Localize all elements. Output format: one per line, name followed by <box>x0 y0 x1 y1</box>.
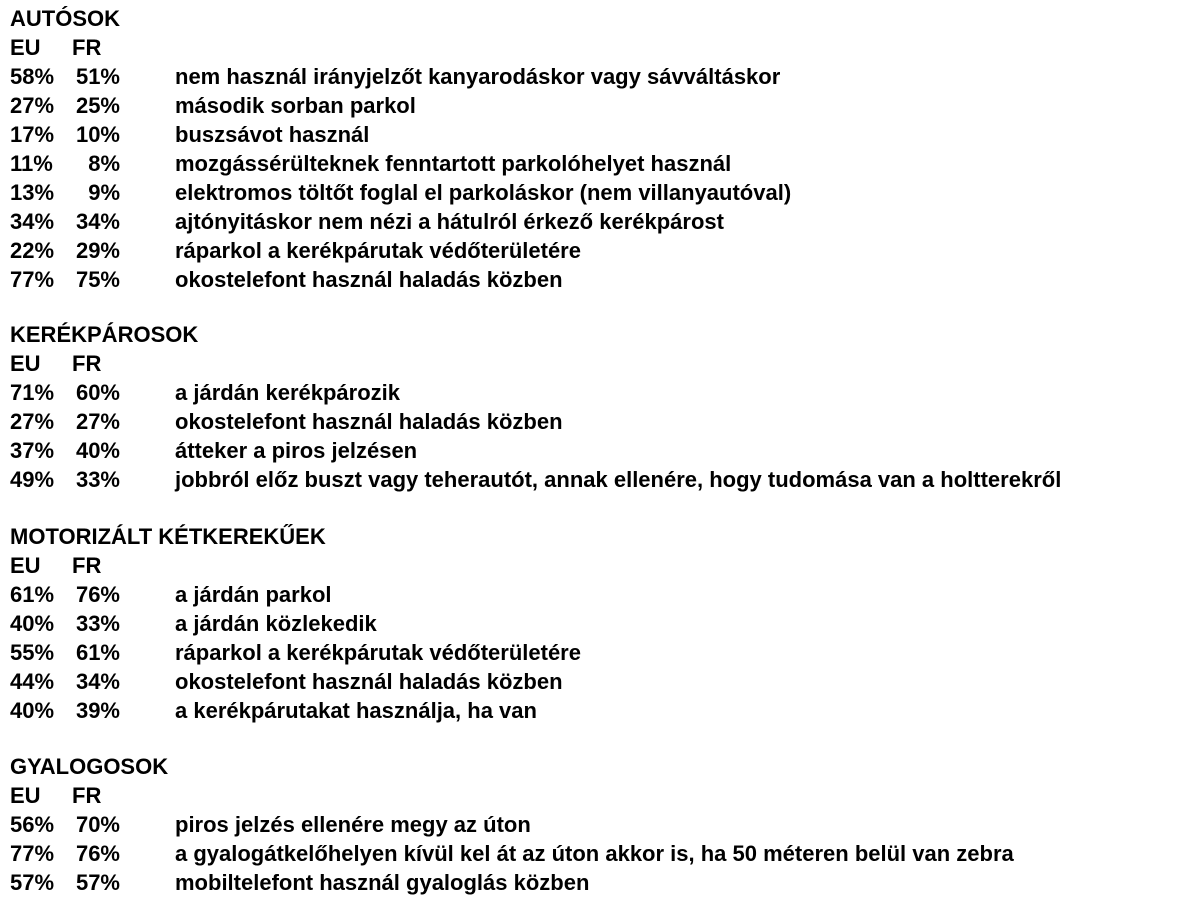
eu-value: 17% <box>10 122 55 147</box>
fr-value: 60% <box>75 380 120 405</box>
table-row <box>10 839 1014 868</box>
behavior-description: átteker a piros jelzésen <box>175 438 418 463</box>
column-header-eu: EU <box>10 35 41 60</box>
fr-value: 34% <box>75 669 120 694</box>
column-header-row <box>10 349 1061 378</box>
eu-value: 55% <box>10 640 55 665</box>
table-row <box>10 149 791 178</box>
fr-value: 76% <box>75 841 120 866</box>
fr-value: 33% <box>75 611 120 636</box>
fr-value: 33% <box>75 467 120 492</box>
behavior-description: ráparkol a kerékpárutak védőterületére <box>175 238 581 263</box>
behavior-description: a járdán parkol <box>175 582 332 607</box>
table-row <box>10 609 581 638</box>
fr-value: 51% <box>75 64 120 89</box>
eu-value: 37% <box>10 438 55 463</box>
fr-value: 25% <box>75 93 120 118</box>
eu-value: 57% <box>10 870 55 895</box>
eu-value: 27% <box>10 409 55 434</box>
column-header-fr: FR <box>72 783 102 808</box>
eu-value: 34% <box>10 209 55 234</box>
table-row <box>10 868 1014 897</box>
fr-value: 29% <box>75 238 120 263</box>
column-header-fr: FR <box>72 553 102 578</box>
behavior-description: okostelefont használ haladás közben <box>175 267 563 292</box>
eu-value: 11% <box>10 151 53 176</box>
fr-value: 39% <box>75 698 120 723</box>
fr-value: 75% <box>75 267 120 292</box>
column-header-eu: EU <box>10 783 41 808</box>
eu-value: 61% <box>10 582 55 607</box>
eu-value: 27% <box>10 93 55 118</box>
behavior-description: a gyalogátkelőhelyen kívül kel át az úton akkor is, ha 50 méteren belül van zebra <box>175 841 1014 866</box>
table-row <box>10 120 791 149</box>
table-row <box>10 696 581 725</box>
eu-value: 13% <box>10 180 55 205</box>
behavior-description: okostelefont használ haladás közben <box>175 409 563 434</box>
section <box>10 752 1014 897</box>
section-title: KERÉKPÁROSOK <box>10 322 199 347</box>
fr-value: 10% <box>75 122 120 147</box>
table-row <box>10 378 1061 407</box>
section-title: GYALOGOSOK <box>10 754 169 779</box>
fr-value: 8% <box>88 151 120 176</box>
table-row <box>10 91 791 120</box>
eu-value: 40% <box>10 611 55 636</box>
behavior-description: elektromos töltőt foglal el parkoláskor (nem villanyautóval) <box>175 180 792 205</box>
eu-value: 44% <box>10 669 55 694</box>
behavior-description: nem használ irányjelzőt kanyarodáskor vagy sávváltáskor <box>175 64 781 89</box>
behavior-description: a járdán közlekedik <box>175 611 377 636</box>
column-header-row <box>10 781 1014 810</box>
section <box>10 4 791 294</box>
fr-value: 34% <box>75 209 120 234</box>
fr-value: 9% <box>88 180 120 205</box>
section <box>10 320 1061 494</box>
eu-value: 71% <box>10 380 55 405</box>
eu-value: 77% <box>10 267 55 292</box>
fr-value: 61% <box>75 640 120 665</box>
table-row <box>10 207 791 236</box>
eu-value: 77% <box>10 841 55 866</box>
behavior-description: jobbról előz buszt vagy teherautót, annak ellenére, hogy tudomása van a holtterekről <box>175 467 1062 492</box>
table-row <box>10 407 1061 436</box>
behavior-description: a kerékpárutakat használja, ha van <box>175 698 537 723</box>
behavior-description: második sorban parkol <box>175 93 416 118</box>
table-row <box>10 265 791 294</box>
fr-value: 70% <box>75 812 120 837</box>
fr-value: 40% <box>75 438 120 463</box>
table-row <box>10 580 581 609</box>
table-row <box>10 667 581 696</box>
behavior-description: ajtónyitáskor nem nézi a hátulról érkező kerékpárost <box>175 209 724 234</box>
table-row <box>10 465 1061 494</box>
section-title: AUTÓSOK <box>10 6 120 31</box>
fr-value: 76% <box>75 582 120 607</box>
behavior-description: buszsávot használ <box>175 122 370 147</box>
eu-value: 22% <box>10 238 55 263</box>
fr-value: 57% <box>75 870 120 895</box>
eu-value: 56% <box>10 812 55 837</box>
eu-value: 49% <box>10 467 55 492</box>
table-row <box>10 62 791 91</box>
table-row <box>10 810 1014 839</box>
behavior-description: ráparkol a kerékpárutak védőterületére <box>175 640 581 665</box>
behavior-description: mozgássérülteknek fenntartott parkolóhelyet használ <box>175 151 732 176</box>
column-header-eu: EU <box>10 553 41 578</box>
column-header-row <box>10 33 791 62</box>
column-header-fr: FR <box>72 351 102 376</box>
table-row <box>10 638 581 667</box>
column-header-eu: EU <box>10 351 41 376</box>
table-row <box>10 236 791 265</box>
behavior-description: piros jelzés ellenére megy az úton <box>175 812 531 837</box>
column-header-row <box>10 551 581 580</box>
section <box>10 522 581 725</box>
column-header-fr: FR <box>72 35 102 60</box>
behavior-description: okostelefont használ haladás közben <box>175 669 563 694</box>
table-row <box>10 178 791 207</box>
section-title: MOTORIZÁLT KÉTKEREKŰEK <box>10 524 326 549</box>
eu-value: 58% <box>10 64 55 89</box>
table-row <box>10 436 1061 465</box>
eu-value: 40% <box>10 698 55 723</box>
behavior-description: mobiltelefont használ gyaloglás közben <box>175 870 590 895</box>
fr-value: 27% <box>75 409 120 434</box>
behavior-description: a járdán kerékpározik <box>175 380 401 405</box>
